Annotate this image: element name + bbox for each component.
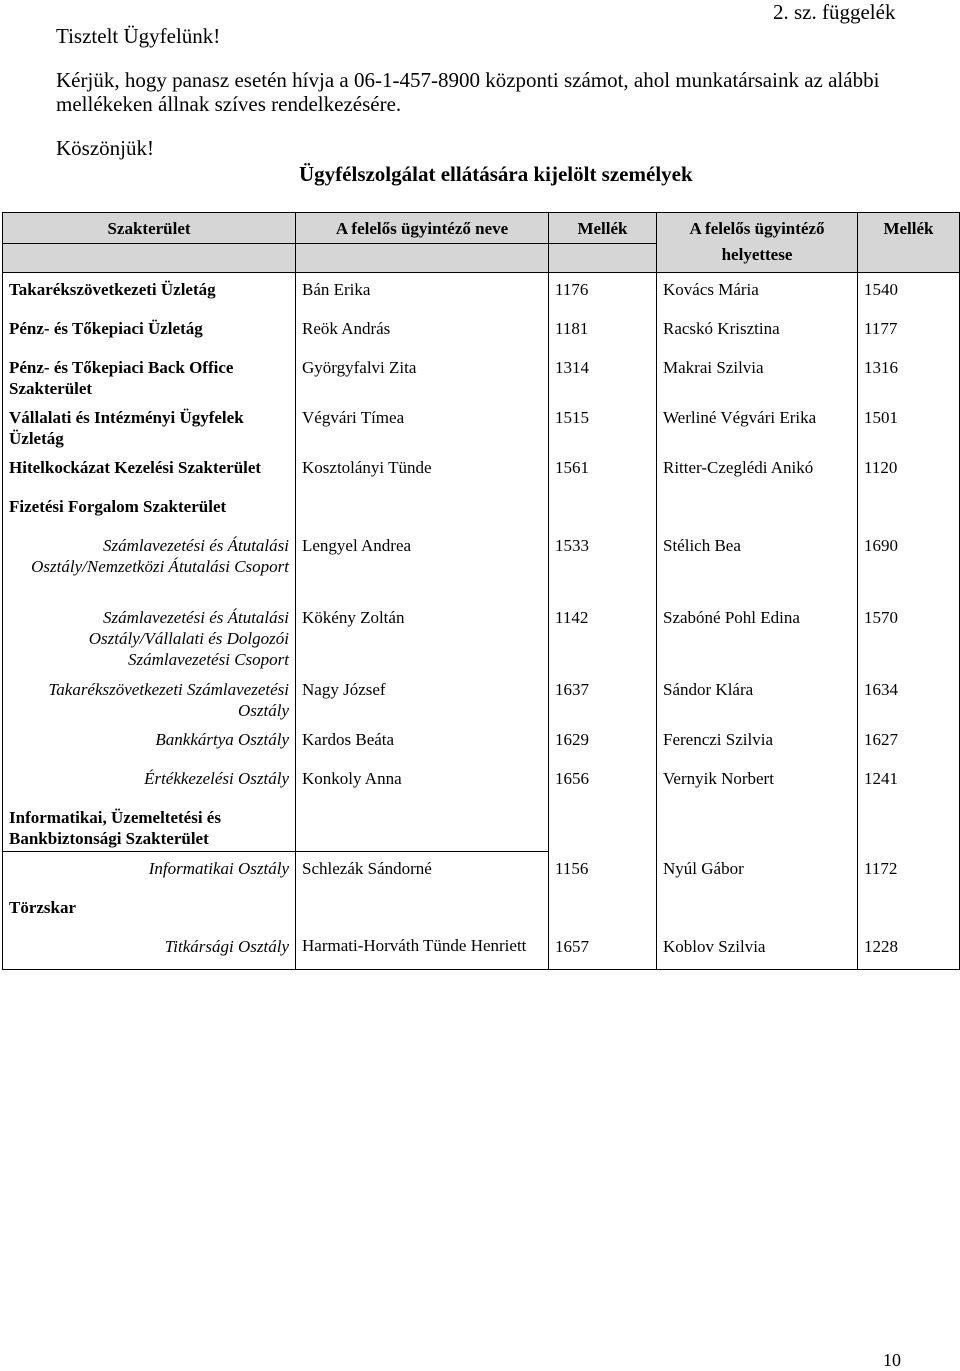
thanks-text: Köszönjük! bbox=[56, 136, 154, 160]
cell-name: Györgyfalvi Zita bbox=[296, 351, 549, 401]
cell-ext: 1314 bbox=[549, 351, 657, 401]
cell-empty bbox=[549, 891, 657, 930]
cell-ext: 1181 bbox=[549, 312, 657, 351]
cell-empty bbox=[657, 801, 858, 852]
cell-deputy: Werliné Végvári Erika bbox=[657, 401, 858, 451]
cell-empty bbox=[657, 490, 858, 529]
cell-area: Takarékszövetkezeti Üzletág bbox=[3, 273, 296, 313]
cell-ext2: 1501 bbox=[858, 401, 960, 451]
cell-name: Konkoly Anna bbox=[296, 762, 549, 801]
cell-ext2: 1690 bbox=[858, 529, 960, 601]
cell-ext: 1656 bbox=[549, 762, 657, 801]
cell-empty bbox=[296, 891, 549, 930]
cell-ext: 1176 bbox=[549, 273, 657, 313]
header-extension: Mellék bbox=[549, 213, 657, 244]
cell-ext2: 1172 bbox=[858, 852, 960, 892]
header-responsible: A felelős ügyintéző neve bbox=[296, 213, 549, 244]
cell-ext: 1657 bbox=[549, 930, 657, 970]
cell-deputy: Sándor Klára bbox=[657, 673, 858, 723]
cell-area: Vállalati és Intézményi Ügyfelek Üzletág bbox=[3, 401, 296, 451]
cell-ext2: 1316 bbox=[858, 351, 960, 401]
table-title: Ügyfélszolgálat ellátására kijelölt személyek bbox=[299, 162, 693, 186]
cell-name: Nagy József bbox=[296, 673, 549, 723]
table-row bbox=[3, 673, 960, 723]
cell-deputy: Stélich Bea bbox=[657, 529, 858, 601]
cell-name: Kökény Zoltán bbox=[296, 601, 549, 673]
cell-ext2: 1634 bbox=[858, 673, 960, 723]
cell-ext2: 1228 bbox=[858, 930, 960, 970]
header-blank bbox=[549, 244, 657, 273]
cell-name: Schlezák Sándorné bbox=[296, 852, 549, 892]
table-header-row bbox=[3, 213, 960, 244]
cell-name: Végvári Tímea bbox=[296, 401, 549, 451]
table-row bbox=[3, 723, 960, 762]
greeting: Tisztelt Ügyfelünk! bbox=[56, 24, 221, 48]
cell-area: Számlavezetési és Átutalási Osztály/Vállalati és Dolgozói Számlavezetési Csoport bbox=[3, 601, 296, 673]
cell-area: Titkársági Osztály bbox=[3, 930, 296, 970]
table-row bbox=[3, 930, 960, 970]
cell-name: Kosztolányi Tünde bbox=[296, 451, 549, 490]
cell-empty bbox=[549, 801, 657, 852]
cell-ext2: 1241 bbox=[858, 762, 960, 801]
cell-ext: 1629 bbox=[549, 723, 657, 762]
cell-name: Harmati-Horváth Tünde Henriett bbox=[296, 930, 549, 970]
appendix-label: 2. sz. függelék bbox=[773, 0, 896, 24]
cell-ext2: 1570 bbox=[858, 601, 960, 673]
cell-ext2: 1177 bbox=[858, 312, 960, 351]
cell-name: Bán Erika bbox=[296, 273, 549, 313]
cell-deputy: Vernyik Norbert bbox=[657, 762, 858, 801]
cell-deputy: Nyúl Gábor bbox=[657, 852, 858, 892]
section-row-payments bbox=[3, 490, 960, 529]
cell-ext2: 1627 bbox=[858, 723, 960, 762]
cell-ext: 1533 bbox=[549, 529, 657, 601]
table-row bbox=[3, 401, 960, 451]
cell-name: Reök András bbox=[296, 312, 549, 351]
cell-deputy: Makrai Szilvia bbox=[657, 351, 858, 401]
table-row bbox=[3, 601, 960, 673]
cell-area: Pénz- és Tőkepiaci Back Office Szakterület bbox=[3, 351, 296, 401]
cell-empty bbox=[296, 490, 549, 529]
header-blank bbox=[858, 244, 960, 273]
cell-area: Értékkezelési Osztály bbox=[3, 762, 296, 801]
cell-area: Számlavezetési és Átutalási Osztály/Nemzetközi Átutalási Csoport bbox=[3, 529, 296, 601]
cell-empty bbox=[296, 801, 549, 852]
cell-deputy: Szabóné Pohl Edina bbox=[657, 601, 858, 673]
cell-empty bbox=[858, 801, 960, 852]
header-deputy: A felelős ügyintéző bbox=[657, 213, 858, 244]
section-row-it bbox=[3, 801, 960, 852]
page-number: 10 bbox=[883, 1350, 901, 1370]
cell-area: Pénz- és Tőkepiaci Üzletág bbox=[3, 312, 296, 351]
cell-area: Takarékszövetkezeti Számlavezetési Osztály bbox=[3, 673, 296, 723]
header-blank bbox=[3, 244, 296, 273]
cell-deputy: Ferenczi Szilvia bbox=[657, 723, 858, 762]
cell-ext: 1561 bbox=[549, 451, 657, 490]
table-row bbox=[3, 852, 960, 892]
cell-deputy: Ritter-Czeglédi Anikó bbox=[657, 451, 858, 490]
cell-ext: 1637 bbox=[549, 673, 657, 723]
table-header-row-2 bbox=[3, 244, 960, 273]
section-title: Fizetési Forgalom Szakterület bbox=[3, 490, 296, 529]
cell-deputy: Koblov Szilvia bbox=[657, 930, 858, 970]
cell-empty bbox=[549, 490, 657, 529]
intro-paragraph: Kérjük, hogy panasz esetén hívja a 06-1-457-8900 központi számot, ahol munkatársaink az alábbi mellékeken állnak szíves rendelkezésére. bbox=[56, 68, 880, 116]
cell-ext: 1142 bbox=[549, 601, 657, 673]
cell-ext2: 1540 bbox=[858, 273, 960, 313]
section-title: Informatikai, Üzemeltetési és Bankbiztonsági Szakterület bbox=[3, 801, 296, 852]
cell-empty bbox=[657, 891, 858, 930]
cell-area: Bankkártya Osztály bbox=[3, 723, 296, 762]
cell-name: Lengyel Andrea bbox=[296, 529, 549, 601]
contact-table bbox=[2, 212, 960, 970]
section-row-hq bbox=[3, 891, 960, 930]
cell-ext: 1515 bbox=[549, 401, 657, 451]
table-row bbox=[3, 529, 960, 601]
table-row bbox=[3, 762, 960, 801]
cell-ext: 1156 bbox=[549, 852, 657, 892]
cell-area: Hitelkockázat Kezelési Szakterület bbox=[3, 451, 296, 490]
section-title: Törzskar bbox=[3, 891, 296, 930]
header-extension-2: Mellék bbox=[858, 213, 960, 244]
table-row bbox=[3, 273, 960, 313]
table-row bbox=[3, 351, 960, 401]
table-row bbox=[3, 451, 960, 490]
cell-deputy: Racskó Krisztina bbox=[657, 312, 858, 351]
cell-deputy: Kovács Mária bbox=[657, 273, 858, 313]
header-area: Szakterület bbox=[3, 213, 296, 244]
header-deputy-line2: helyettese bbox=[657, 244, 858, 273]
cell-ext2: 1120 bbox=[858, 451, 960, 490]
cell-empty bbox=[858, 891, 960, 930]
cell-area: Informatikai Osztály bbox=[3, 852, 296, 892]
header-blank bbox=[296, 244, 549, 273]
cell-empty bbox=[858, 490, 960, 529]
cell-name: Kardos Beáta bbox=[296, 723, 549, 762]
table-row bbox=[3, 312, 960, 351]
